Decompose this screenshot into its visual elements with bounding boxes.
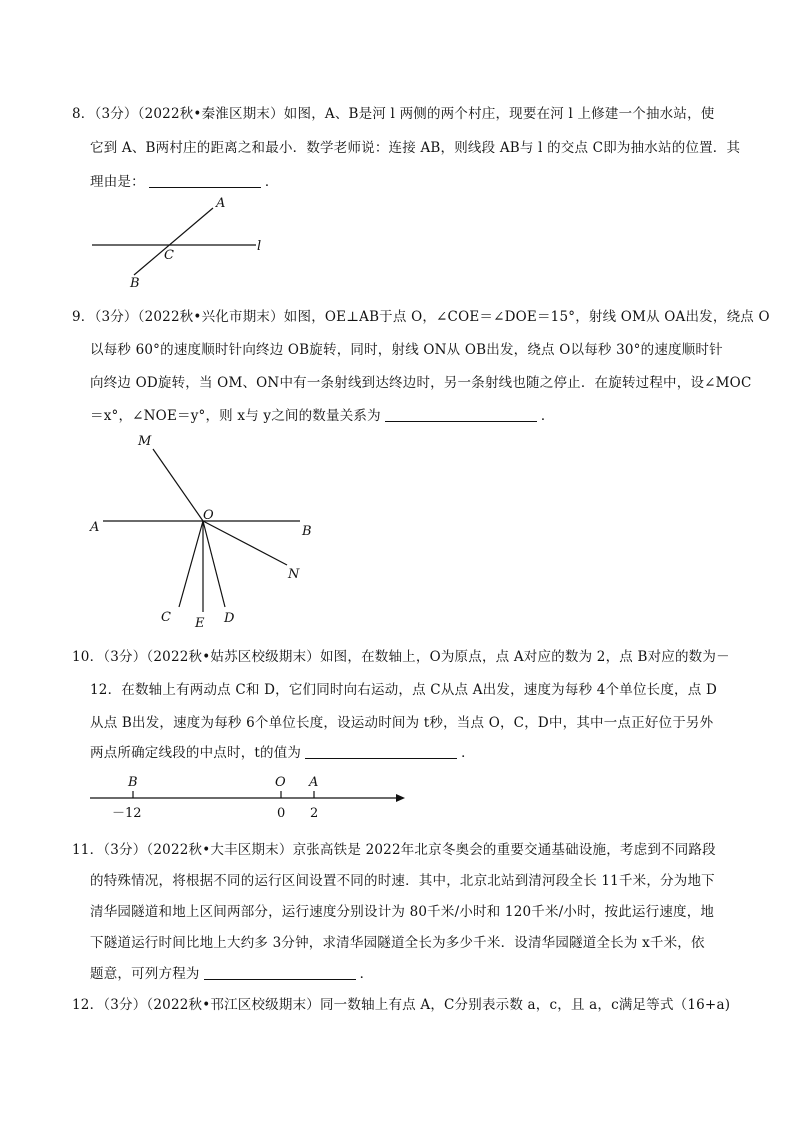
q10-line-3: 从点 B出发，速度为每秒 6个单位长度，设运动时间为 t秒，当点 O，C，D中，其中一点正好位于另外 [90,715,714,731]
q8-answer-prompt: 理由是： [90,174,145,190]
q10-label-b: B [128,775,138,790]
q12-line-1: 12．（3分）（2022秋•邗江区校级期末）同一数轴上有点 A，C分别表示数 a，c，且 a，c满足等式（16+a) [72,997,731,1013]
q8-label-l: l [257,239,262,254]
q9-label-m: M [138,434,152,449]
q9-label-b: B [302,524,312,539]
q11-line-5 [90,962,373,982]
q9-period: ． [540,408,555,424]
q11-line-2: 的特殊情况，将根据不同的运行区间设置不同的时速．其中，北京北站到清河段全长 11千米，分为地下 [90,873,715,889]
q8-line-1: 8．（3分）（2022秋•秦淮区期末）如图，A、B是河 l 两侧的两个村庄，现要在河 l 上修建一个抽水站，使 [72,106,715,122]
q9-label-n: N [288,567,300,582]
q10-num-o: 0 [277,806,286,821]
q11-line-1: 11．（3分）（2022秋•大丰区期末）京张高铁是 2022年北京冬奥会的重要交通基础设施，考虑到不同路段 [72,842,716,858]
q10-period: ． [461,745,475,761]
q11-answer-prompt: 题意，可列方程为 [90,966,200,982]
q9-label-e: E [195,616,205,631]
q10-label-o: O [275,775,286,790]
q9-line-2: 以每秒 60°的速度顺时针向终边 OB旋转，同时，射线 ON从 OB出发，绕点 O以每秒 30°的速度顺时针 [90,342,723,358]
q8-period: ． [264,174,279,190]
q8-line-2: 它到 A、B两村庄的距离之和最小．数学老师说：连接 AB，则线段 AB与 l 的交点 C即为抽水站的位置．其 [90,140,741,156]
q10-line-2: 12．在数轴上有两动点 C和 D，它们同时向右运动，点 C从点 A出发，速度为每秒 4个单位长度，点 D [90,682,717,698]
q8-label-a: A [216,196,226,211]
q11-period: ． [359,966,374,982]
q10-answer-prompt: 两点所确定线段的中点时，t的值为 [90,745,302,761]
q10-num-a: 2 [310,806,319,821]
q11-answer-blank[interactable] [204,965,356,980]
q10-num-b: －12 [112,806,142,821]
q9-line-1: 9．（3分）（2022秋•兴化市期末）如图，OE⊥AB于点 O，∠COE＝∠DOE＝15°，射线 OM从 OA出发，绕点 O [72,309,770,325]
q9-answer-prompt: ＝x°，∠NOE＝y°，则 x与 y之间的数量关系为 [90,408,381,424]
q10-line-1: 10．（3分）（2022秋•姑苏区校级期末）如图，在数轴上，O为原点，点 A对应的数为 2，点 B对应的数为－ [72,649,730,665]
q9-line-3: 向终边 OD旋转，当 OM、ON中有一条射线到达终边时，另一条射线也随之停止．在旋转过程中，设∠MOC [90,375,752,391]
q9-label-c: C [161,610,171,625]
q10-label-a: A [309,775,319,790]
q11-line-3: 清华园隧道和地上区间两部分，运行速度分别设计为 80千米/小时和 120千米/小时，按此运行速度，地 [90,904,715,920]
q9-label-a: A [90,520,100,535]
q11-line-4: 下隧道运行时间比地上大约多 3分钟，求清华园隧道全长为多少千米．设清华园隧道全长为 x千米，依 [90,935,705,951]
q9-label-d: D [224,611,235,626]
q9-label-o: O [203,508,214,523]
q8-label-c: C [164,248,174,263]
q10-axis-arrow [396,794,405,802]
q8-label-b: B [130,276,140,291]
